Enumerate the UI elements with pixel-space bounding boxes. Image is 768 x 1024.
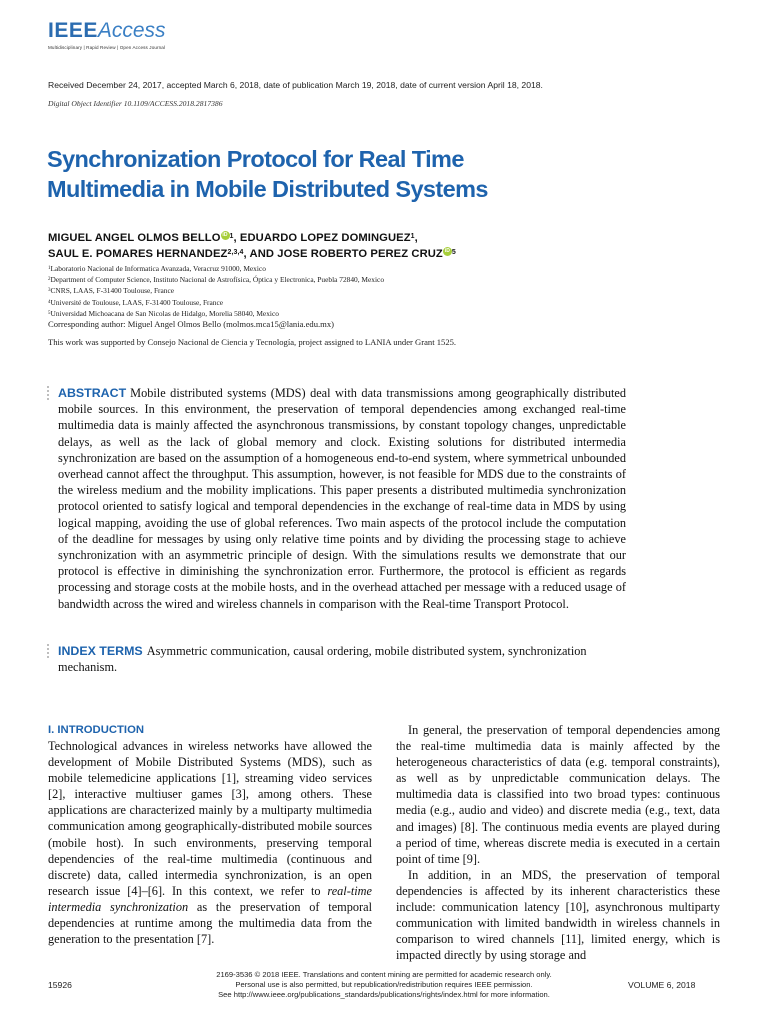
copyright-notice: [150, 970, 618, 1000]
affiliation-text: Department of Computer Science, Instituto Nacional de Astrofísica, Óptica y Electronica, Puebla 72840, Mexico: [50, 275, 385, 285]
affiliation-text: Université de Toulouse, LAAS, F-31400 Toulouse, France: [50, 297, 224, 307]
index-terms-text: Asymmetric communication, causal ordering, mobile distributed system, synchronization mechanism.: [58, 644, 587, 675]
copyright-line: 2169-3536 © 2018 IEEE. Translations and content mining are permitted for academic research only.: [216, 970, 552, 979]
orcid-icon[interactable]: iD: [222, 232, 228, 238]
volume-info: VOLUME 6, 2018: [628, 980, 696, 990]
paragraph: [48, 738, 372, 947]
paragraph: In addition, in an MDS, the preservation of temporal dependencies is affected by its inherent characteristics these include: communication latency [10], asynchronous multiparty communication with limited bandwidth in wireless channels in comparison to wired channels [11], limited energy, which is impacted directly by using storage and: [396, 867, 720, 963]
index-terms: [58, 643, 626, 675]
abstract: [58, 385, 626, 612]
abstract-text: Mobile distributed systems (MDS) deal with data transmissions among geographically distributed mobile sources. In this environment, the preservation of temporal dependencies among exchanged real-time multimedia data is mainly affected the asynchronous transmissions, by constant topology changes, unpredictable delays, as well as the lack of global memory and clock. Existing solutions for distributed intermedia synchronization are based on the assumption of a homogeneous end-to-end system, where symmetrical unbounded overhead cannot affect the throughput. This assumption, however, is not feasible for MDS due to the constraints of the wireless medium and the mobility implications. This paper presents a distributed multimedia synchronization protocol oriented to satisfy logical and temporal dependencies in the exchange of real-time data in MDS by using logical mapping, avoiding the use of global references. Two main aspects of the protocol include the computation of the deadline for messages by using only relative time points and by dividing the processing stage to achieve synchronization with an asymmetric principle of design. With the simulations results we demonstrate that our protocol is effective in diminishing the synchronization error. Furthermore, the protocol is efficient as regards processing and storage costs at the mobile hosts, and in the overhead attached per message with a reduced usage of bandwidth across the wired and wireless channels in comparison with the Real-time Transport Protocol.: [58, 386, 626, 611]
affiliation: [48, 308, 708, 319]
author-name: MIGUEL ANGEL OLMOS BELLO: [48, 232, 221, 244]
author-line-2: [48, 246, 708, 262]
logo-text: [48, 20, 166, 42]
paper-title: [47, 144, 687, 204]
affiliation-number: 2: [48, 277, 51, 283]
corresponding-author: Corresponding author: Miguel Angel Olmos Bello (molmos.mca15@lania.edu.mx): [48, 319, 334, 329]
affiliation: [48, 274, 708, 285]
paragraph-text: as the preservation of temporal dependencies at runtime among the multimedia data from the generation to the presentation [7].: [48, 899, 372, 947]
title-line-2: Multimedia in Mobile Distributed Systems: [47, 176, 488, 202]
index-terms-label: INDEX TERMS: [58, 644, 143, 658]
affiliation-number: 4: [48, 299, 51, 305]
author-affil: 1: [410, 233, 415, 240]
page-number: 15926: [48, 980, 72, 990]
author-list: [48, 230, 708, 262]
received-dates: Received December 24, 2017, accepted March 6, 2018, date of publication March 19, 2018, date of current version April 18, 2018.: [48, 80, 543, 90]
affiliation-text: CNRS, LAAS, F-31400 Toulouse, France: [50, 286, 175, 296]
affiliation-number: 1: [48, 266, 51, 271]
paragraph-text: Technological advances in wireless networks have allowed the development of Mobile Distributed Systems (MDS), such as mobile telemedicine applications [1], streaming video services [2], interactive multiuser games [3], among others. These applications are characterized mainly by a multiparty multimedia communication among geographically-distributed mobile sources (mobile host). In such environments, preserving temporal dependencies of the real-time multimedia (continuous and discrete) data, called intermedia synchronization, is an open research issue [4]–[6]. In this context, we refer to: [48, 739, 372, 898]
author-affil: 2,3,4: [227, 249, 244, 256]
abstract-dots-icon: [47, 386, 51, 402]
orcid-icon[interactable]: iD: [444, 248, 450, 254]
paragraph: In general, the preservation of temporal dependencies among the real-time multimedia data is mainly affected by the heterogeneous characteristics of data (e.g. temporal constraints), as well as by unpredictable communication delays. The multimedia data is classified into two broad types: continuous media (e.g., audio and video) and discrete media (e.g., text, data and images) [8]. The continuous media events are played during a period of time, whereas discrete media is executed in a certain point of time [9].: [396, 723, 720, 866]
affiliation-text: Laboratorio Nacional de Informatica Avanzada, Veracruz 91000, Mexico: [50, 264, 266, 273]
section-heading: I. INTRODUCTION: [48, 724, 145, 736]
affiliation-number: 3: [48, 288, 51, 294]
affiliation-number: 5: [48, 310, 51, 316]
author-separator: ,: [414, 232, 418, 244]
author-affil: 5: [451, 249, 456, 256]
author-name: , EDUARDO LOPEZ DOMINGUEZ: [233, 232, 411, 244]
affiliation-text: Universidad Michoacana de San Nicolas de Hidalgo, Morelia 58040, Mexico: [50, 308, 279, 318]
column-right: [396, 722, 720, 963]
funding-note: This work was supported by Consejo Nacional de Ciencia y Tecnología, project assigned to LANIA under Grant 1525.: [48, 337, 457, 347]
abstract-label: ABSTRACT: [58, 386, 127, 400]
logo-access: Access: [97, 19, 166, 42]
affiliations: [48, 263, 708, 319]
author-name: , AND JOSE ROBERTO PEREZ CRUZ: [243, 248, 443, 260]
doi: Digital Object Identifier 10.1109/ACCESS.2018.2817386: [48, 99, 223, 108]
affiliation: [48, 285, 708, 296]
copyright-line: Personal use is also permitted, but republication/redistribution requires IEEE permission.: [235, 980, 533, 989]
author-name: SAUL E. POMARES HERNANDEZ: [48, 248, 228, 260]
logo-ieee: IEEE: [48, 19, 98, 42]
index-dots-icon: [47, 644, 51, 660]
author-affil: 1: [229, 233, 234, 240]
affiliation: [48, 263, 708, 274]
journal-logo: [48, 20, 166, 50]
affiliation: [48, 297, 708, 308]
logo-tagline: Multidisciplinary | Rapid Review | Open Access Journal: [48, 45, 166, 50]
emphasis-text: real-time intermedia synchronization: [48, 883, 372, 914]
copyright-line: See http://www.ieee.org/publications_standards/publications/rights/index.html for more information.: [218, 990, 550, 999]
title-line-1: Synchronization Protocol for Real Time: [47, 146, 464, 172]
column-left: [48, 722, 372, 947]
author-line-1: [48, 230, 708, 246]
